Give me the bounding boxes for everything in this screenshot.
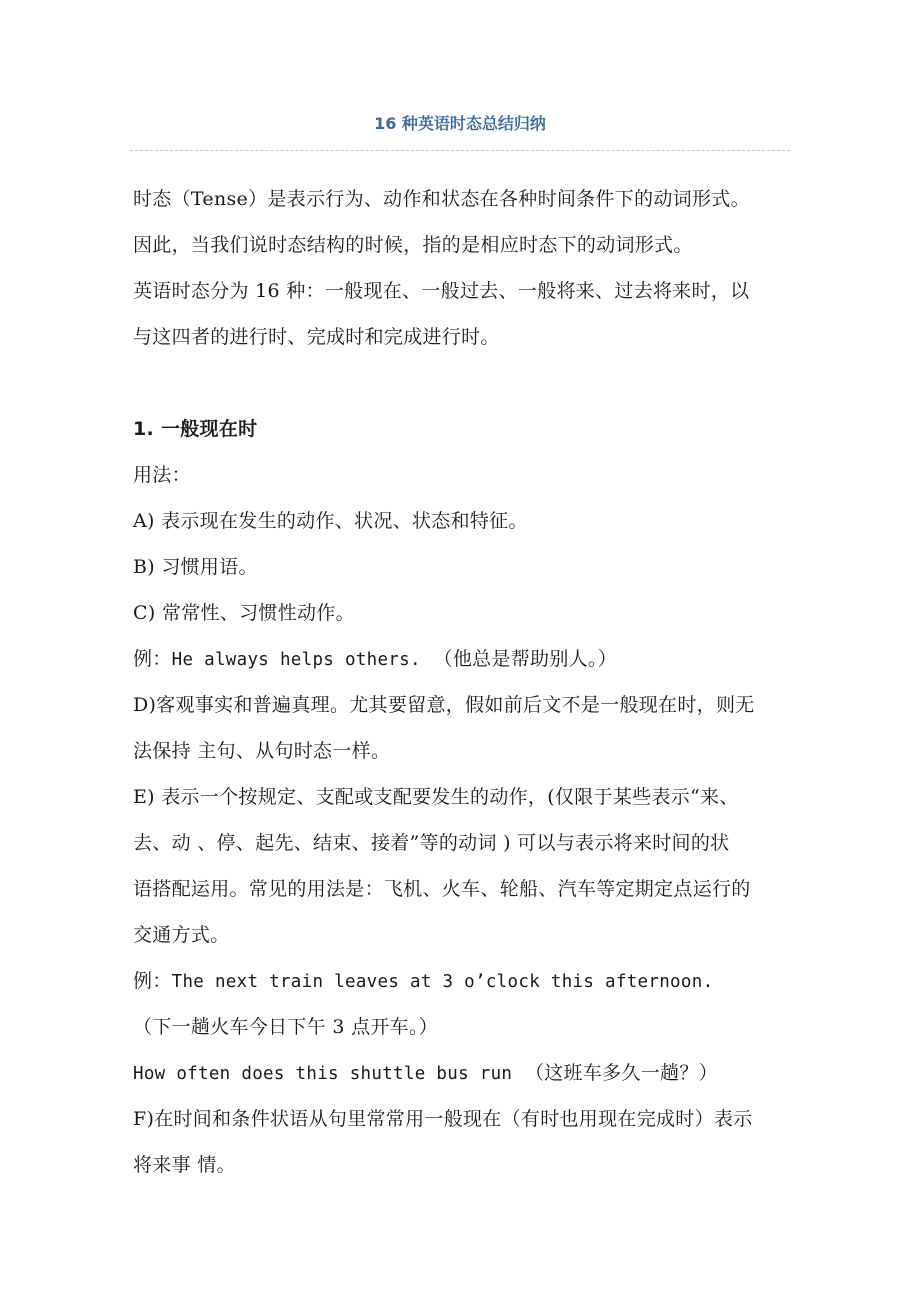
example-c-prefix: 例： xyxy=(133,648,172,670)
document-title: 16 种英语时态总结归纳 xyxy=(374,114,546,133)
intro-paragraph-1-line-2: 因此，当我们说时态结构的时候，指的是相应时态下的动词形式。 xyxy=(133,234,693,256)
example-e-prefix: 例： xyxy=(133,970,172,992)
example-c xyxy=(133,639,793,685)
example-e2 xyxy=(133,1053,793,1099)
usage-item-e-line-4: 交通方式。 xyxy=(133,924,230,946)
intro-paragraph-2-line-1: 英语时态分为 16 种：一般现在、一般过去、一般将来、过去将来时，以 xyxy=(133,280,750,302)
example-e2-english: How often does this shuttle bus run xyxy=(133,1064,513,1084)
example-e-english: The next train leaves at 3 o’clock this afternoon. xyxy=(171,972,714,992)
usage-item-e-line-3: 语搭配运用。常见的用法是：飞机、火车、轮船、汽车等定期定点运行的 xyxy=(133,878,751,900)
usage-label: 用法： xyxy=(133,464,191,486)
example-c-english: He always helps others. xyxy=(171,650,421,670)
example-e xyxy=(133,961,793,1007)
usage-item-f-line-2: 将来事 情。 xyxy=(133,1154,236,1176)
usage-item-a: A) 表示现在发生的动作、状况、状态和特征。 xyxy=(133,510,528,532)
example-e2-translation: （这班车多久一趟？） xyxy=(524,1062,718,1084)
example-e-translation: （下一趟火车今日下午 3 点开车。） xyxy=(133,1016,439,1038)
usage-item-d-line-1: D)客观事实和普遍真理。尤其要留意，假如前后文不是一般现在时，则无 xyxy=(133,694,755,716)
usage-item-f-line-1: F)在时间和条件状语从句里常常用一般现在（有时也用现在完成时）表示 xyxy=(133,1108,753,1130)
intro-paragraph-2-line-2: 与这四者的进行时、完成时和完成进行时。 xyxy=(133,326,500,348)
example-c-translation: （他总是帮助别人。） xyxy=(433,648,618,670)
title-divider xyxy=(130,150,790,151)
intro-paragraph-1-line-1: 时态（Tense）是表示行为、动作和状态在各种时间条件下的动词形式。 xyxy=(133,188,750,210)
usage-item-e-line-2: 去、动 、停、起先、结束、接着”等的动词 ) 可以与表示将来时间的状 xyxy=(133,832,730,854)
usage-item-e-line-1: E) 表示一个按规定、支配或支配要发生的动作，(仅限于某些表示“来、 xyxy=(133,786,739,808)
document-body xyxy=(133,179,793,1191)
usage-item-d-line-2: 法保持 主句、从句时态一样。 xyxy=(133,740,391,762)
usage-item-b: B) 习惯用语。 xyxy=(133,556,258,578)
section-heading: 1. 一般现在时 xyxy=(133,418,258,440)
usage-item-c: C) 常常性、习惯性动作。 xyxy=(133,602,355,624)
